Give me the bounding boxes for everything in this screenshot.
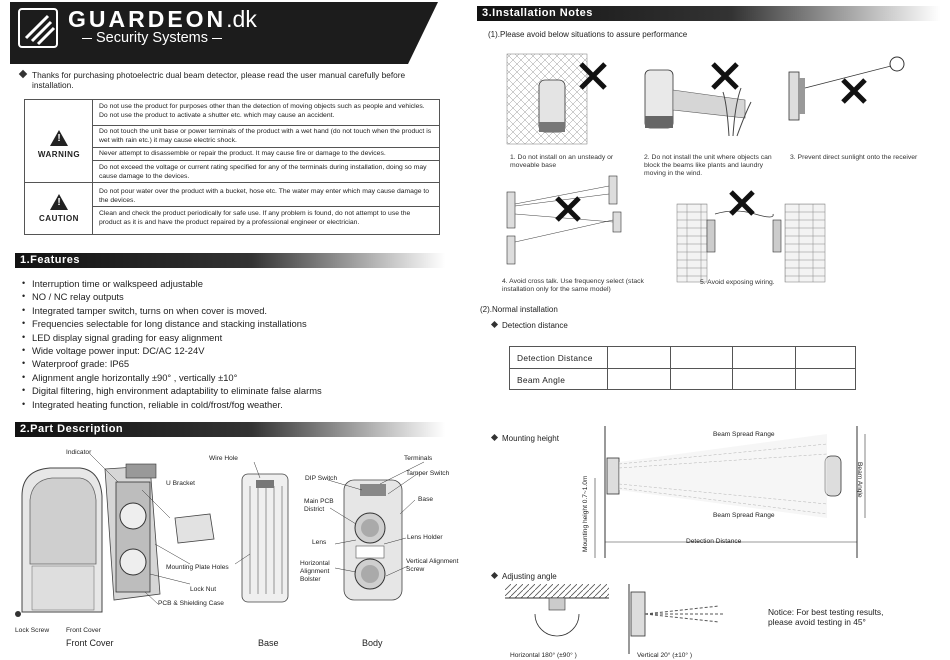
warning-row: Do not pour water over the product with a bucket, hose etc. The water may enter which may cause damage to the devices. — [99, 188, 430, 204]
mounting-plate-holes-label: Mounting Plate Holes — [166, 564, 229, 571]
pcb-shielding-case-label: PCB & Shielding Case — [158, 600, 224, 607]
adjusting-angle-diagram — [505, 584, 755, 654]
feature-item: • LED display signal grading for easy alignment — [20, 331, 440, 344]
detection-heading: Detection distance — [490, 321, 568, 330]
detection-distance-label: Detection Distance — [686, 538, 742, 545]
brand-tagline: Security Systems — [78, 30, 226, 46]
diamond-bullet-icon — [491, 572, 498, 579]
installation-heading: 3.Installation Notes — [477, 6, 940, 21]
warning-table: Do not use the product for purposes other than the detection of moving objects such as people and vehicles. Do not use the product to activate a shutter etc. which may cause an accident. Do not touch the unit base or power terminals of the product with a wet hand (do not touch when the product is wet with rain etc.) it may cause electric shock. Never attempt to disassemble or repair the product. It may cause fire or damage to the devices. Do not exceed the voltage or current rating specified for any of the terminals during installation, doing so may cause damage to the devices. Do not pour water over the product with a bucket, hose etc. The water may enter which may cause damage to the devices. Clean and check the product periodically for safe use. If any problem is found, do not attempt to use the product as it is and have the product repaired by a professional engineer or electrician. ! WARNING ! CAUTION — [24, 99, 440, 235]
feature-item: • Alignment angle horizontally ±90° , vertically ±10° — [20, 371, 440, 384]
horizontal-angle-label: Horizontal 180° (±90° ) — [510, 652, 577, 659]
feature-item: • Digital filtering, high environment adaptability to eliminate false alarms — [20, 384, 440, 397]
diamond-bullet-icon — [491, 434, 498, 441]
brand-name: GUARDEON.dk — [68, 6, 257, 32]
caption-front-cover: Front Cover — [66, 638, 114, 648]
terminals-label: Terminals — [404, 455, 433, 462]
avoid-caption-3: 3. Prevent direct sunlight onto the receiver — [790, 154, 918, 161]
avoid-caption-2: 2. Do not install the unit where objects can block the beams like plants and laundry moving in the wind. — [644, 154, 772, 177]
avoid-caption-5: 5. Avoid exposing wiring. — [700, 279, 775, 286]
caption-body: Body — [362, 638, 383, 648]
tamper-switch-label: Tamper Switch — [406, 470, 450, 477]
normal-intro: (2).Normal installation — [480, 305, 558, 314]
avoid-caption-4: 4. Avoid cross talk. Use frequency select (stack installation only for the same model) — [502, 278, 644, 293]
table-row-label: Beam Angle — [517, 375, 566, 385]
angle-heading: Adjusting angle — [490, 572, 557, 581]
lens-holder-label: Lens Holder — [407, 534, 443, 541]
testing-notice: Notice: For best testing results, please avoid testing in 45° — [768, 607, 884, 627]
lock-nut-label: Lock Nut — [190, 586, 217, 593]
indicator-label: Indicator — [66, 449, 92, 456]
mounting-height-diagram — [575, 424, 945, 558]
warning-row: Never attempt to disassemble or repair the product. It may cause fire or damage to the devices. — [99, 150, 386, 157]
u-bracket-label: U Bracket — [166, 480, 195, 487]
lens-label: Lens — [312, 539, 327, 546]
warning-row: Do not touch the unit base or power terminals of the product with a wet hand (do not touch when the product is wet with rain etc.) it may cause electric shock. — [99, 128, 432, 144]
wire-hole-label: Wire Hole — [209, 455, 238, 462]
feature-item: • Waterproof grade: IP65 — [20, 357, 440, 370]
detection-distance-table — [509, 346, 856, 390]
avoid-caption-1: 1. Do not install on an unsteady or moveable base — [510, 154, 614, 169]
beam-spread-bottom-label: Beam Spread Range — [713, 512, 775, 519]
features-heading: 1.Features — [15, 253, 445, 268]
warning-row: Do not exceed the voltage or current rating specified for any of the terminals during installation, doing so may cause damage to the devices. — [99, 164, 427, 180]
mounting-height-label: Mounting height 0.7~1.0m — [582, 475, 589, 552]
feature-item: • Interruption time or walkspeed adjustable — [20, 277, 440, 290]
horizontal-alignment-bolster-label: Horizontal Alignment Bolster — [300, 560, 330, 583]
features-list — [20, 277, 440, 411]
mounting-heading: Mounting height — [490, 434, 559, 443]
beam-angle-label: Beam Angle — [856, 462, 863, 498]
table-row-label: Detection Distance — [517, 353, 593, 363]
logo-mark-icon — [18, 8, 58, 48]
beam-spread-top-label: Beam Spread Range — [713, 431, 775, 438]
vertical-alignment-screw-label: Vertical Alignment Screw — [406, 558, 459, 573]
lock-screw-label: Lock Screw — [15, 627, 50, 634]
warning-row: Do not use the product for purposes other than the detection of moving objects such as people and vehicles. Do not use the product to activate a shutter etc. which may cause an accident. — [99, 103, 425, 119]
dip-switch-label: DIP Switch — [305, 475, 338, 482]
front-cover-label: Front Cover — [66, 627, 101, 634]
vertical-angle-label: Vertical 20° (±10° ) — [637, 652, 693, 659]
feature-item: • Integrated tamper switch, turns on when cover is moved. — [20, 304, 440, 317]
feature-item: • Integrated heating function, reliable in cold/frost/fog weather. — [20, 398, 440, 411]
caption-base: Base — [258, 638, 279, 648]
caution-label: CAUTION — [39, 214, 79, 223]
warning-row: Clean and check the product periodically for safe use. If any problem is found, do not attempt to use the product as it is and have the product repaired by a professional engineer or electrician. — [99, 210, 411, 226]
intro-note: Thanks for purchasing photoelectric dual beam detector, please read the user manual carefully before installation. — [20, 70, 430, 90]
feature-item: • NO / NC relay outputs — [20, 290, 440, 303]
diamond-bullet-icon — [491, 321, 498, 328]
parts-heading: 2.Part Description — [15, 422, 445, 437]
feature-item: • Frequencies selectable for long distance and stacking installations — [20, 317, 440, 330]
feature-item: • Wide voltage power input: DC/AC 12-24V — [20, 344, 440, 357]
warning-label: WARNING — [37, 150, 81, 159]
base-label: Base — [418, 496, 434, 503]
main-pcb-district-label: Main PCB District — [304, 498, 334, 513]
avoid-intro: (1).Please avoid below situations to assure performance — [488, 30, 688, 39]
